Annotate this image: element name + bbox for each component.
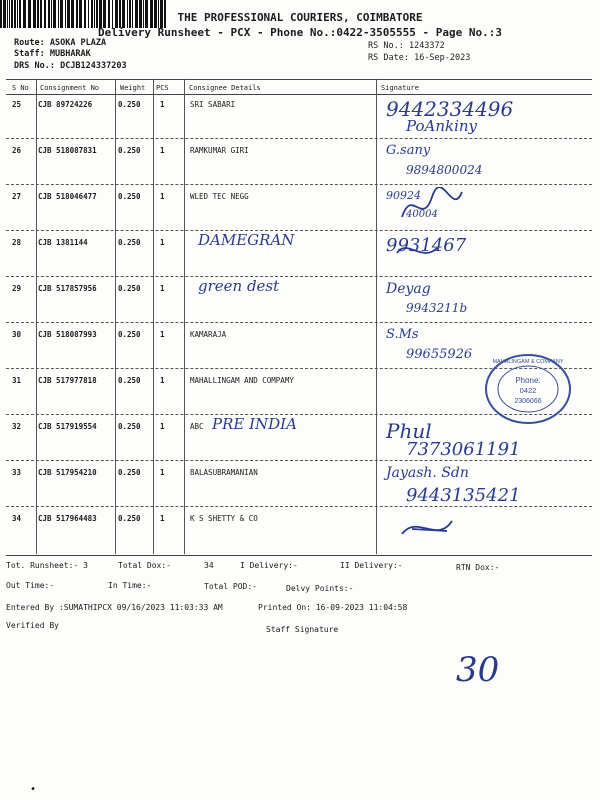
row-sno: 31 bbox=[12, 376, 22, 385]
staff-signature-label: Staff Signature bbox=[266, 625, 339, 634]
row-pcs: 1 bbox=[160, 330, 165, 339]
row-signature-text: Jayash. Sdn bbox=[386, 465, 469, 481]
total-dox-value: 34 bbox=[204, 561, 214, 570]
total-dox-label: Total Dox:- bbox=[118, 561, 171, 570]
i-delivery-label: I Delivery:- bbox=[240, 561, 298, 570]
corner-mark: • bbox=[30, 784, 37, 795]
row-consignment-no: CJB 517919554 bbox=[38, 422, 97, 431]
row-separator bbox=[6, 184, 592, 185]
row-handwritten-consignee: DAMEGRAN bbox=[198, 231, 295, 249]
row-separator bbox=[6, 230, 592, 231]
printed-on: Printed On: 16-09-2023 11:04:58 bbox=[258, 603, 408, 612]
stamp-phone-code: 0422 bbox=[519, 386, 537, 395]
staff-value: MUBHARAK bbox=[49, 49, 91, 59]
in-time-label: In Time:- bbox=[108, 581, 152, 590]
row-signature-text: Phul bbox=[386, 419, 432, 443]
row-consignee: K S SHETTY & CO bbox=[190, 514, 258, 523]
row-signature-text: 9894800024 bbox=[406, 163, 483, 177]
col-separator bbox=[376, 79, 377, 554]
company-stamp bbox=[483, 352, 573, 426]
row-consignee: WLED TEC NEGG bbox=[190, 192, 249, 201]
company-title: THE PROFESSIONAL COURIERS, COIMBATORE bbox=[177, 11, 423, 24]
row-consignment-no: CJB 1381144 bbox=[38, 238, 88, 247]
row-consignment-no: CJB 518087831 bbox=[38, 146, 97, 155]
row-weight: 0.250 bbox=[118, 376, 141, 385]
row-signature-text: 40004 bbox=[406, 209, 438, 220]
row-signature-text: 99655926 bbox=[406, 347, 473, 362]
scribble-signature bbox=[392, 233, 472, 273]
route-line bbox=[14, 38, 106, 48]
staff-label: Staff: bbox=[14, 49, 45, 59]
row-sno: 29 bbox=[12, 284, 22, 293]
row-signature-text: Deyag bbox=[386, 281, 431, 297]
row-signature-text: 90924 bbox=[386, 189, 421, 202]
total-pod-label: Total POD:- bbox=[204, 582, 257, 591]
drs-label: DRS No.: bbox=[14, 61, 55, 71]
col-header-signature: Signature bbox=[381, 84, 419, 92]
row-pcs: 1 bbox=[160, 284, 165, 293]
row-separator bbox=[6, 276, 592, 277]
row-separator bbox=[6, 460, 592, 461]
row-pcs: 1 bbox=[160, 468, 165, 477]
row-signature-text: 9931467 bbox=[386, 235, 467, 256]
scribble-signature bbox=[392, 187, 472, 227]
col-separator bbox=[153, 79, 154, 554]
row-sno: 34 bbox=[12, 514, 22, 523]
row-separator bbox=[6, 506, 592, 507]
col-header-consignee: Consignee Details bbox=[189, 84, 261, 92]
row-pcs: 1 bbox=[160, 514, 165, 523]
row-sno: 32 bbox=[12, 422, 22, 431]
rs-date-line bbox=[368, 53, 470, 63]
row-weight: 0.250 bbox=[118, 100, 141, 109]
row-consignee: RAMKUMAR GIRI bbox=[190, 146, 249, 155]
row-weight: 0.250 bbox=[118, 514, 141, 523]
row-weight: 0.250 bbox=[118, 146, 141, 155]
rtn-dox-label: RTN Dox:- bbox=[456, 563, 500, 572]
row-separator bbox=[6, 138, 592, 139]
col-separator bbox=[36, 79, 37, 554]
row-sno: 33 bbox=[12, 468, 22, 477]
col-header-pcs: PCS bbox=[156, 84, 169, 92]
drs-line bbox=[14, 61, 127, 71]
row-separator bbox=[6, 322, 592, 323]
row-sno: 28 bbox=[12, 238, 22, 247]
row-pcs: 1 bbox=[160, 192, 165, 201]
row-weight: 0.250 bbox=[118, 468, 141, 477]
row-weight: 0.250 bbox=[118, 192, 141, 201]
scribble-signature bbox=[392, 509, 472, 549]
col-separator bbox=[115, 79, 116, 554]
row-consignment-no: CJB 517954210 bbox=[38, 468, 97, 477]
table-top-rule bbox=[6, 79, 592, 80]
row-handwritten-consignee: green dest bbox=[198, 277, 280, 295]
drs-value: DCJB124337203 bbox=[60, 61, 127, 71]
tot-runsheet: Tot. Runsheet:- 3 bbox=[6, 561, 88, 570]
route-label: Route: bbox=[14, 38, 45, 48]
row-signature-text: 9943211b bbox=[406, 301, 468, 315]
row-sno: 30 bbox=[12, 330, 22, 339]
col-separator bbox=[184, 79, 185, 554]
row-weight: 0.250 bbox=[118, 422, 141, 431]
row-signature-text: 9443135421 bbox=[406, 485, 521, 506]
runsheet-subtitle: Delivery Runsheet - PCX - Phone No.:0422-3505555 - Page No.:3 bbox=[98, 26, 502, 39]
row-pcs: 1 bbox=[160, 422, 165, 431]
handwritten-page-count: 30 bbox=[456, 650, 500, 690]
staff-line bbox=[14, 49, 91, 59]
verified-by-label: Verified By bbox=[6, 621, 59, 630]
out-time-label: Out Time:- bbox=[6, 581, 55, 590]
row-consignee: KAMARAJA bbox=[190, 330, 227, 339]
row-signature-text: S.Ms bbox=[386, 327, 419, 342]
row-pcs: 1 bbox=[160, 376, 165, 385]
row-consignee: ABC bbox=[190, 422, 204, 431]
row-signature-text: 9442334496 bbox=[386, 97, 514, 121]
footer-top-rule bbox=[6, 555, 592, 556]
row-consignment-no: CJB 518087993 bbox=[38, 330, 97, 339]
rs-no-line bbox=[368, 41, 445, 51]
row-sno: 26 bbox=[12, 146, 22, 155]
row-sno: 25 bbox=[12, 100, 22, 109]
row-handwritten-consignee: PRE INDIA bbox=[212, 415, 297, 433]
row-weight: 0.250 bbox=[118, 238, 141, 247]
row-consignment-no: CJB 89724226 bbox=[38, 100, 93, 109]
row-consignee: MAHALLINGAM AND COMPAMY bbox=[190, 376, 294, 385]
stamp-name: MAHALINGAM & COMPANY bbox=[492, 359, 564, 365]
entered-by: Entered By :SUMATHIPCX 09/16/2023 11:03:33 AM bbox=[6, 603, 223, 612]
route-value: ASOKA PLAZA bbox=[49, 38, 107, 48]
row-signature-text: 7373061191 bbox=[406, 439, 521, 460]
row-signature-text: PoAnkiny bbox=[406, 117, 478, 135]
rs-no-value: 1243372 bbox=[408, 41, 445, 51]
row-consignment-no: CJB 517964483 bbox=[38, 514, 97, 523]
stamp-phone-label: Phone: bbox=[515, 376, 541, 385]
delvy-points-label: Delvy Points:- bbox=[286, 584, 354, 593]
row-consignee: BALASUBRAMANIAN bbox=[190, 468, 258, 477]
row-consignee: SRI SABARI bbox=[190, 100, 236, 109]
row-pcs: 1 bbox=[160, 100, 165, 109]
ii-delivery-label: II Delivery:- bbox=[340, 561, 403, 570]
row-weight: 0.250 bbox=[118, 284, 141, 293]
row-pcs: 1 bbox=[160, 238, 165, 247]
row-consignment-no: CJB 518046477 bbox=[38, 192, 97, 201]
col-header-weight: Weight bbox=[120, 84, 146, 92]
col-header-consignment: Consignment No bbox=[40, 84, 100, 92]
row-signature-text: G.sany bbox=[386, 143, 431, 158]
row-pcs: 1 bbox=[160, 146, 165, 155]
stamp-phone-number: 2306066 bbox=[514, 398, 542, 405]
col-header-sno: S No bbox=[12, 84, 29, 92]
rs-no-label: RS No.: bbox=[368, 41, 404, 51]
row-consignment-no: CJB 517857956 bbox=[38, 284, 97, 293]
row-consignment-no: CJB 517977818 bbox=[38, 376, 97, 385]
row-weight: 0.250 bbox=[118, 330, 141, 339]
table-header-rule bbox=[6, 94, 592, 95]
rs-date-label: RS Date: bbox=[368, 53, 409, 63]
row-sno: 27 bbox=[12, 192, 22, 201]
rs-date-value: 16-Sep-2023 bbox=[414, 53, 471, 63]
